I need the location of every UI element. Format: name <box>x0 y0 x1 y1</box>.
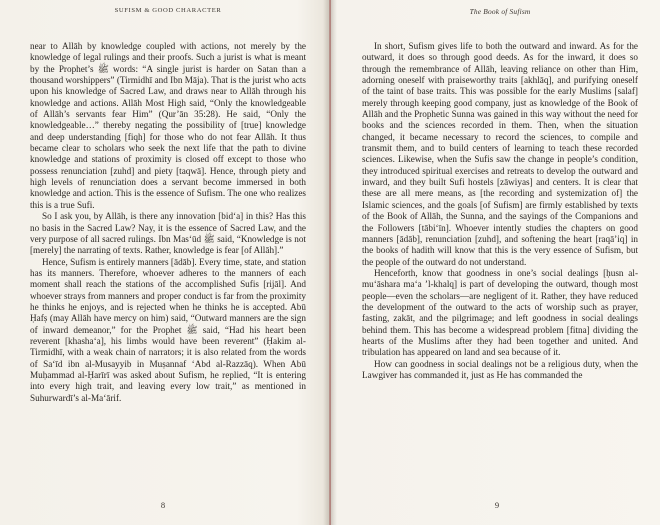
page-body <box>362 41 638 381</box>
right-page <box>334 0 660 525</box>
paragraph: Henceforth, know that goodness in one’s social dealings [ḥusn al-mu‘āshara ma‘a ’l-khalq] is part of developing the outward, though most people—even the scholars—are negligent of it. Rather, they have reduced the development of the outward to the acts of worship such as prayer, fasting, zakāt, and the pilgrimage; and left goodness in social dealings behind them. This has become a widespread problem [fitna] dividing the hearts of the Muslims after they had been together and united. And tribulation has appeared on land and sea because of it. <box>362 267 638 358</box>
running-head: SUFISM & GOOD CHARACTER <box>114 7 222 14</box>
running-head: The Book of Sufism <box>469 7 531 16</box>
paragraph: So I ask you, by Allāh, is there any innovation [bid‘a] in this? Has this no basis in the Sacred Law? Nay, it is the essence of Sacred Law, and the very purpose of all sacred rulings. Ibn Mas‘ūd ﷺ said, “Knowledge is not [merely] the narrating of texts. Rather, knowledge is fear [of Allāh].” <box>30 211 306 256</box>
paragraph: In short, Sufism gives life to both the outward and inward. As for the outward, it does so through good deeds. As for the inward, it does so through the remembrance of Allāh, leaving reliance on other than Him, adorning oneself with praiseworthy traits [akhlāq], and purifying oneself of the taint of base traits. This was possible for the early Muslims [salaf] merely through keeping good company, just as knowledge of the Book of Allāh and the Prophetic Sunna was gained in this way without the need for books and the sciences recorded in them. Then, when the situation changed, it became necessary to record the sciences, to compile and transmit them, and to build centers of learning to teach these recorded sciences. Likewise, when the Sufis saw the change in people’s condition, they introduced spiritual exercises and retreats to develop the outward and inward, and they built Sufi hostels [zāwiyas] and centers. It is clear that these are all mere means, as [the recording and systemization of] the Islamic sciences, and the goals [of Sufism] are firmly established by texts of the Book of Allāh, the Sunna, and the sayings of the Companions and the Followers [tābi‘īn]. Whoever intently studies the chapters on good manners [ādāb], renunciation [zuhd], and softening the heart [raqā’iq] in the books of hadith will know that this is the very essence of Sufism, but the people of the outward do not understand. <box>362 41 638 267</box>
paragraph: near to Allāh by knowledge coupled with actions, not merely by the knowledge of legal rulings and their proofs. Such a jurist is what is meant by the Prophet’s ﷺ words: “A single jurist is harder on Satan than a thousand worshippers” (Tirmidhī and Ibn Māja). That is the jurist who acts upon his knowledge of Sacred Law, and draws near to Allāh through his knowledge and actions. Allāh Most High said, “Only the knowledgeable of Allāh’s servants fear Him” (Qur’ān 35:28). He said, “Only the knowledgeable…” thereby negating the possibility of [true] knowledge and deep understanding [fiqh] for those who do not fear Allāh. It thus became clear to scholars who seek the next life that the path to divine knowledge and stations of proximity is closed off except to those who possess renunciation [zuhd] and piety [taqwā]. Hence, through piety and high levels of renunciation does a servant become immersed in both knowledge and action. This is the essence of Sufism. The one who realizes this is a true Sufi. <box>30 41 306 210</box>
paragraph: How can goodness in social dealings not be a religious duty, when the Lawgiver has commanded it, just as He has commanded the <box>362 358 638 380</box>
page-number: 8 <box>160 500 166 510</box>
left-page <box>0 0 326 525</box>
page-body <box>30 41 306 404</box>
paragraph: Hence, Sufism is entirely manners [ādāb]. Every time, state, and station has its manners. Therefore, whoever adheres to the manners of each moment shall reach the stations of the accomplished Sufis [rijāl]. And whoever strays from manners and proper conduct is far from the proximity he thinks he enjoys, and is rejected when he thinks he is accepted. Abū Ḥafṣ (may Allāh have mercy on him) said, “Outward manners are the sign of inward demeanor,” for the Prophet ﷺ said, “Had his heart been reverent [khasha‘a], his limbs would have been reverent” (Ḥakim al-Tirmidhī, with a weak chain of narrators; it is also related from the words of Sa‘īd ibn al-Musayyib in Muṣannaf ‘Abd al-Razzāq). When Abū Muḥammad al-Ḥarīrī was asked about Sufism, he replied, “It is entering into every high trait, and leaving every low trait,” as mentioned in Suhurwardī’s al-Ma‘ārif. <box>30 256 306 403</box>
page-number: 9 <box>494 500 500 510</box>
